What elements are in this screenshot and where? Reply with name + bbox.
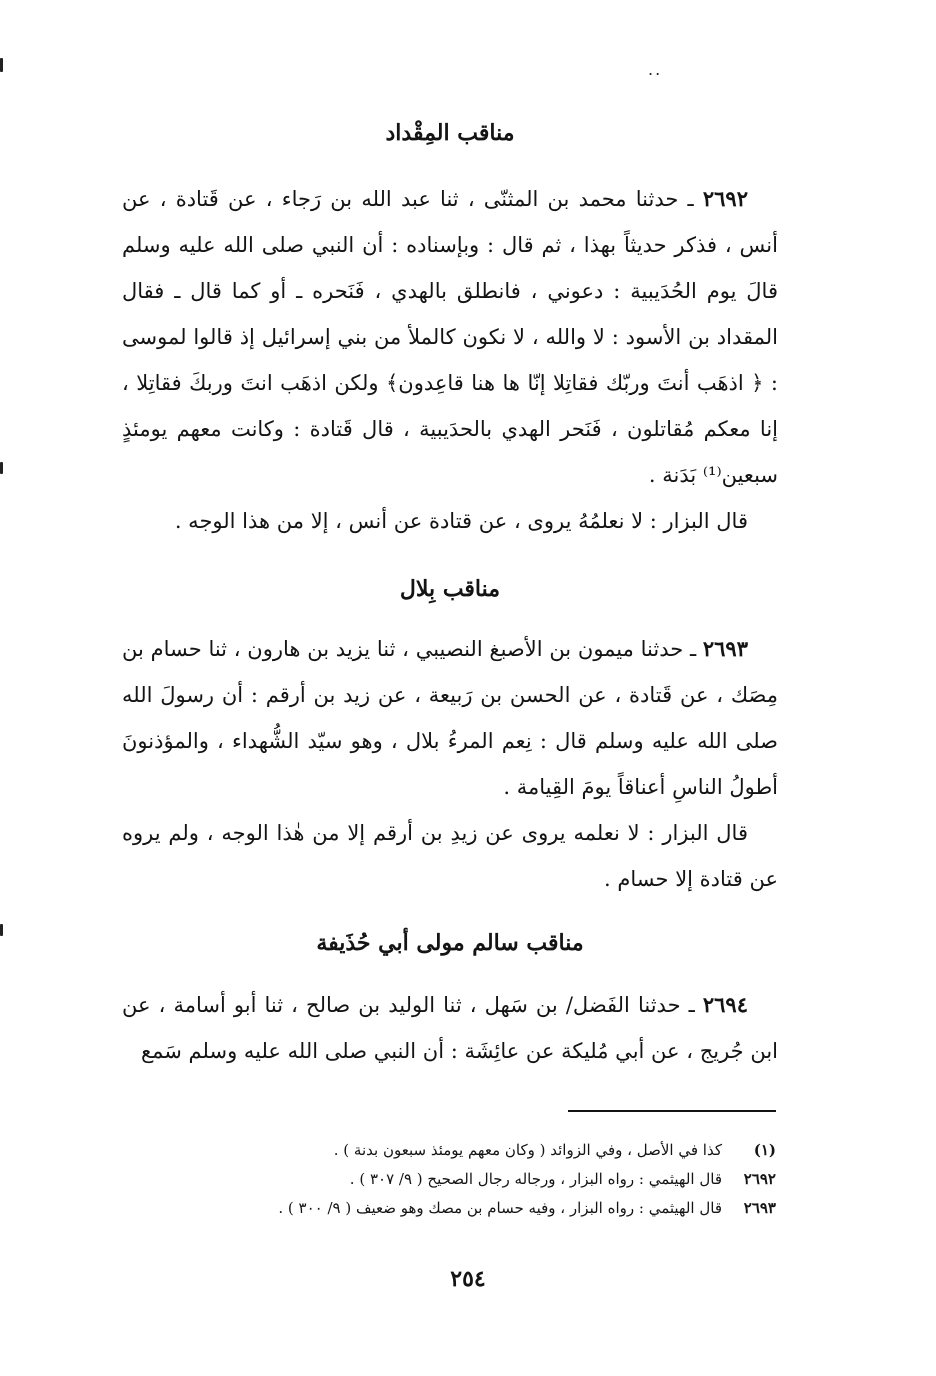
hadith-paragraph [122, 982, 778, 1074]
page-number: ٢٥٤ [450, 1266, 486, 1292]
hadith-number: ٢٦٩٤ [702, 992, 748, 1017]
footnote-text: قال الهيثمي : رواه البزار ، وفيه حسام بن مصك وهو ضعيف ( ٩/ ٣٠٠ ) . [278, 1199, 722, 1217]
footnote-separator [568, 1110, 776, 1112]
bazzar-note: قال البزار : لا نعلمُهُ يروى ، عن قتادة عن أنس ، إلا من هذا الوجه . [174, 509, 748, 533]
section-body-miqdad [122, 176, 778, 544]
footnote-item [150, 1165, 776, 1194]
section-body-bilal [122, 626, 778, 902]
section-body-salim [122, 982, 778, 1074]
left-edge-mark-lower [0, 924, 3, 936]
footnote-text: قال الهيثمي : رواه البزار ، ورجاله رجال الصحيح ( ٩/ ٣٠٧ ) . [349, 1170, 722, 1188]
footnotes [150, 1136, 776, 1223]
footnote-item [150, 1136, 776, 1165]
hadith-text: ـ حدثنا محمد بن المثنّى ، ثنا عبد الله بن رَجاء ، عن قَتادة ، عن أنس ، فذكر حديثاً بهذا ، ثم قال : وبإسناده : أن النبي صلى الله عليه وسلم قالَ يوم الحُدَيبية : دعوني ، فانطلق بالهدي ، فَنَحره ـ أو كما قال ـ فقال المقداد بن الأسود : لا والله ، لا نكون كالملأ من بني إسرائيل إذ قالوا لموسى : ﴿ اذهَب أنتَ وربّك فقاتِلا إنّا ها هنا قاعِدون﴾ ولكن اذهَب انتَ وربكَ فقاتِلا ، إنا معكم مُقاتلون ، فَنَحر الهدي بالحدَيبية ، قال قَتادة : وكانت معهم يومئذٍ سبعين⁽¹⁾ بَدَنة . [122, 187, 778, 487]
left-edge-mark-middle [0, 462, 3, 474]
hadith-text: ـ حدثنا الفَضل/ بن سَهل ، ثنا الوليد بن صالح ، ثنا أبو أسامة ، عن ابن جُريج ، عن أبي مُليكة عن عائِشَة : أن النبي صلى الله عليه وسلم سَمع [122, 993, 778, 1063]
section-heading-miqdad: مناقب المِقْداد [385, 120, 515, 146]
hadith-text: ـ حدثنا ميمون بن الأصبغ النصيبي ، ثنا يزيد بن هارون ، ثنا حسام بن مِصَك ، عن قَتادة ، عن الحسن بن رَبيعة ، عن زيد بن أرقم : أن رسولَ الله صلى الله عليه وسلم قال : نِعم المرءُ بلال ، وهو سيّد الشُّهداء ، والمؤذنونَ أطولُ الناسِ أعناقاً يومَ القِيامة . [122, 637, 778, 799]
left-edge-mark-top [0, 58, 3, 72]
top-page-mark: .. [648, 60, 663, 79]
footnote-key: ٢٦٩٣ [743, 1199, 776, 1217]
footnote-key: ٢٦٩٢ [743, 1170, 776, 1188]
hadith-number: ٢٦٩٣ [702, 636, 748, 661]
hadith-number: ٢٦٩٢ [702, 186, 748, 211]
section-heading-bilal: مناقب بِلال [399, 576, 501, 602]
bazzar-note: قال البزار : لا نعلمه يروى عن زيدِ بن أرقم إلا من هٰذا الوجه ، ولم يروه عن قتادة إلا حسام . [122, 821, 778, 891]
hadith-paragraph [122, 176, 778, 498]
footnote-item [150, 1194, 776, 1223]
hadith-paragraph [122, 626, 778, 810]
footnote-text: كذا في الأصل ، وفي الزوائد ( وكان معهم يومئذ سبعون بدنة ) . [333, 1141, 722, 1159]
section-heading-salim: مناقب سالم مولى أبي حُذَيفة [316, 930, 584, 956]
footnote-key: (١) [753, 1141, 776, 1159]
